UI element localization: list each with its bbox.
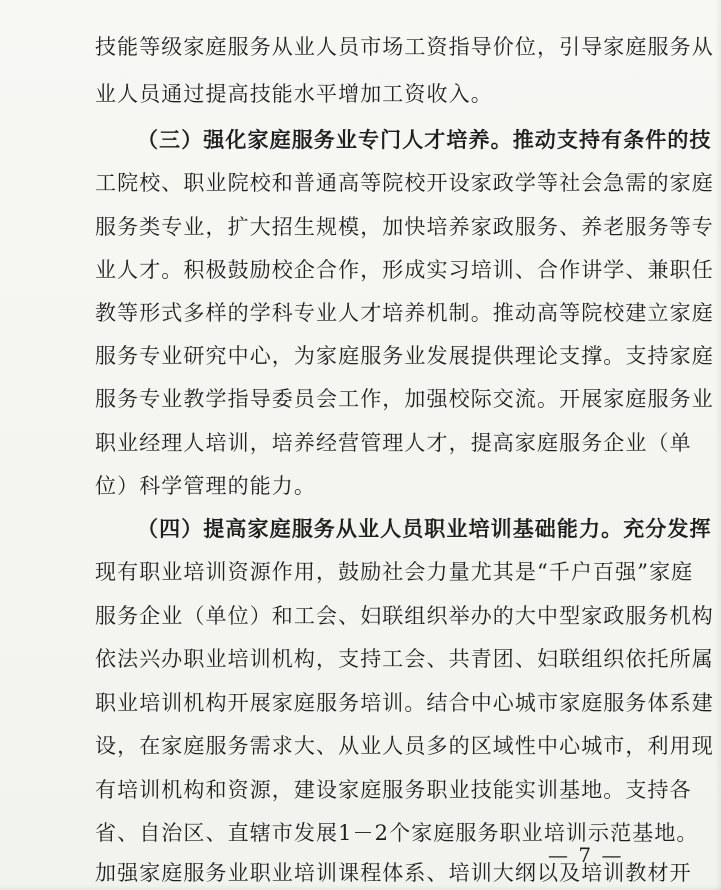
text-line: 业人员通过提高技能水平增加工资收入。 [95,82,493,106]
text-line: 设，在家庭服务需求大、从业人员多的区域性中心城市，利用现 [95,734,714,758]
scan-shadow-bottom [0,885,721,890]
section-heading-three: （三）强化家庭服务业专门人才培养。推动支持有条件的技 [137,127,712,152]
text-line: 职业经理人培训，培养经营管理人才，提高家庭服务企业（单 [95,431,692,455]
scan-shadow-right [715,0,721,890]
page-number: — 7 — [548,843,624,867]
text-line: 依法兴办职业培训机构，支持工会、共青团、妇联组织依托所属 [95,647,714,671]
text-line: 现有职业培训资源作用，鼓励社会力量尤其是“千户百强”家庭 [95,560,694,584]
text-line: 加强家庭服务业职业培训课程体系、培训大纲以及培训教材开 [95,861,692,885]
text-line: 教等形式多样的学科专业人才培养机制。推动高等院校建立家庭 [95,301,714,325]
text-line: 服务企业（单位）和工会、妇联组织举办的大中型家政服务机构 [95,604,714,628]
text-line: 省、自治区、直辖市发展1－2个家庭服务职业培训示范基地。 [95,821,699,845]
text-line: 技能等级家庭服务从业人员市场工资指导价位，引导家庭服务从 [95,35,714,59]
text-line: 服务专业教学指导委员会工作，加强校际交流。开展家庭服务业 [95,387,714,411]
section-heading-four: （四）提高家庭服务从业人员职业培训基础能力。充分发挥 [137,516,712,541]
text-line: 工院校、职业院校和普通高等院校开设家政学等社会急需的家庭 [95,171,714,195]
text-line: 服务专业研究中心，为家庭服务业发展提供理论支撑。支持家庭 [95,344,714,368]
text-line: 业人才。积极鼓励校企合作，形成实习培训、合作讲学、兼职任 [95,258,714,282]
text-line: 职业培训机构开展家庭服务培训。结合中心城市家庭服务体系建 [95,691,714,715]
text-line: 服务类专业，扩大招生规模，加快培养家政服务、养老服务等专 [95,215,714,239]
text-line: 位）科学管理的能力。 [95,474,316,498]
text-line: 有培训机构和资源，建设家庭服务职业技能实训基地。支持各 [95,778,692,802]
